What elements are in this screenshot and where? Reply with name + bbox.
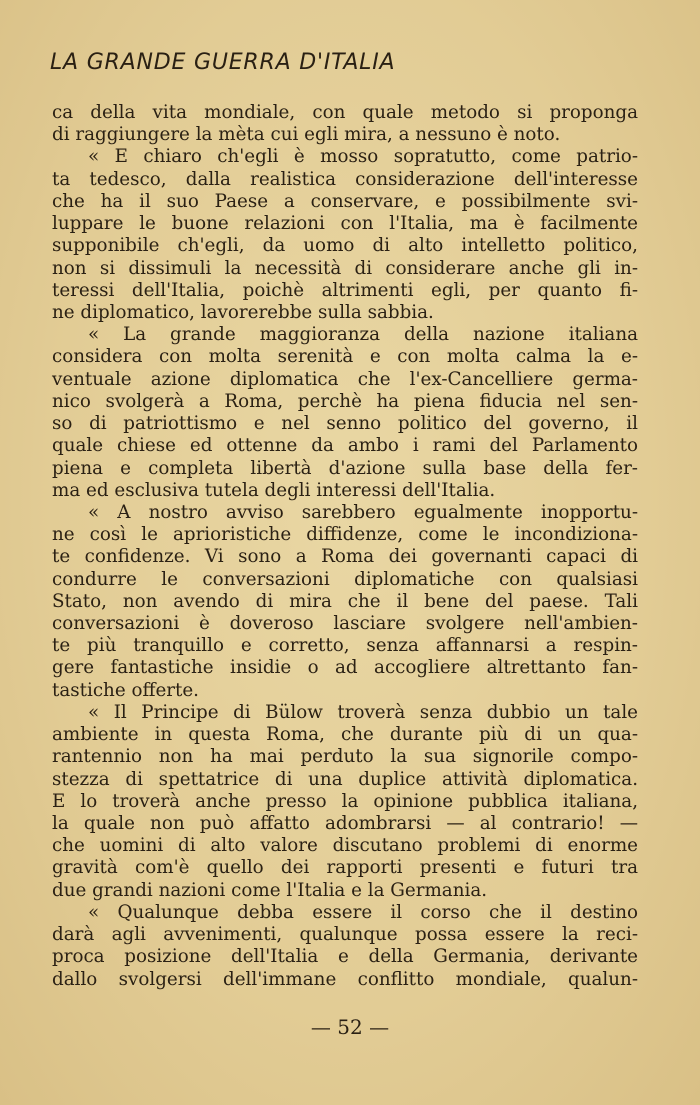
text-line: ma ed esclusiva tutela degli interessi dell'Italia. xyxy=(52,479,496,501)
text-line: te confidenze. Vi sono a Roma dei governanti capaci di xyxy=(52,546,638,568)
text-line: so di patriottismo e nel senno politico del governo, il xyxy=(52,413,638,435)
text-line: ventuale azione diplomatica che l'ex-Cancelliere germa- xyxy=(52,368,638,390)
text-line: ca della vita mondiale, con quale metodo si proponga xyxy=(52,102,638,123)
text-line: gere fantastiche insidie o ad accogliere altrettanto fan- xyxy=(52,657,638,679)
text-line: « E chiaro ch'egli è mosso sopratutto, come patrio- xyxy=(88,146,638,168)
text-line: darà agli avvenimenti, qualunque possa essere la reci- xyxy=(52,924,638,946)
text-line: condurre le conversazioni diplomatiche con qualsiasi xyxy=(52,568,638,590)
text-line: dallo svolgersi dell'immane conflitto mondiale, qualun- xyxy=(52,968,638,990)
text-line: la quale non può affatto adombrarsi — al contrario! — xyxy=(52,813,638,834)
text-line: piena e completa libertà d'azione sulla base della fer- xyxy=(52,457,638,479)
text-line: ne così le aprioristiche diffidenze, come le incondiziona- xyxy=(52,524,638,546)
text-line: gravità com'è quello dei rapporti presenti e futuri tra xyxy=(52,857,638,879)
text-line: ta tedesco, dalla realistica considerazione dell'interesse xyxy=(52,168,638,190)
text-line: stezza di spettatrice di una duplice attività diplomatica. xyxy=(52,768,638,790)
text-line: « La grande maggioranza della nazione italiana xyxy=(88,324,638,346)
text-line: conversazioni è doveroso lasciare svolgere nell'ambien- xyxy=(52,613,638,635)
text-line: ne diplomatico, lavorerebbe sulla sabbia. xyxy=(52,301,434,323)
text-line: proca posizione dell'Italia e della Germania, derivante xyxy=(52,946,638,968)
running-title: LA GRANDE GUERRA D'ITALIA xyxy=(50,50,396,75)
text-line: considera con molta serenità e con molta calma la e- xyxy=(52,346,638,368)
text-line: te più tranquillo e corretto, senza affannarsi a respin- xyxy=(52,635,638,657)
text-line: Stato, non avendo di mira che il bene del paese. Tali xyxy=(52,590,638,612)
text-line: « A nostro avviso sarebbero egualmente inopportu- xyxy=(88,501,638,523)
text-line: che uomini di alto valore discutano problemi di enorme xyxy=(52,835,638,857)
text-line: teressi dell'Italia, poichè altrimenti egli, per quanto fi- xyxy=(52,279,638,301)
text-line: ambiente in questa Roma, che durante più di un qua- xyxy=(52,724,638,746)
text-line: quale chiese ed ottenne da ambo i rami del Parlamento xyxy=(52,435,638,457)
text-line: E lo troverà anche presso la opinione pubblica italiana, xyxy=(52,790,638,812)
text-line: luppare le buone relazioni con l'Italia, ma è facilmente xyxy=(52,213,638,235)
text-line: rantennio non ha mai perduto la sua signorile compo- xyxy=(52,746,638,768)
text-line: che ha il suo Paese a conservare, e possibilmente svi- xyxy=(52,190,638,212)
text-line: nico svolgerà a Roma, perchè ha piena fiducia nel sen- xyxy=(52,390,638,412)
body-text xyxy=(52,102,638,991)
text-line: « Il Principe di Bülow troverà senza dubbio un tale xyxy=(88,701,638,723)
text-line: tastiche offerte. xyxy=(52,679,199,701)
text-line: supponibile ch'egli, da uomo di alto intelletto politico, xyxy=(52,235,638,257)
text-line: « Qualunque debba essere il corso che il destino xyxy=(88,901,638,923)
text-line: due grandi nazioni come l'Italia e la Germania. xyxy=(52,879,488,901)
text-line: non si dissimuli la necessità di considerare anche gli in- xyxy=(52,257,638,279)
text-line: di raggiungere la mèta cui egli mira, a nessuno è noto. xyxy=(52,124,561,146)
page-number: — 52 — xyxy=(310,1015,390,1039)
